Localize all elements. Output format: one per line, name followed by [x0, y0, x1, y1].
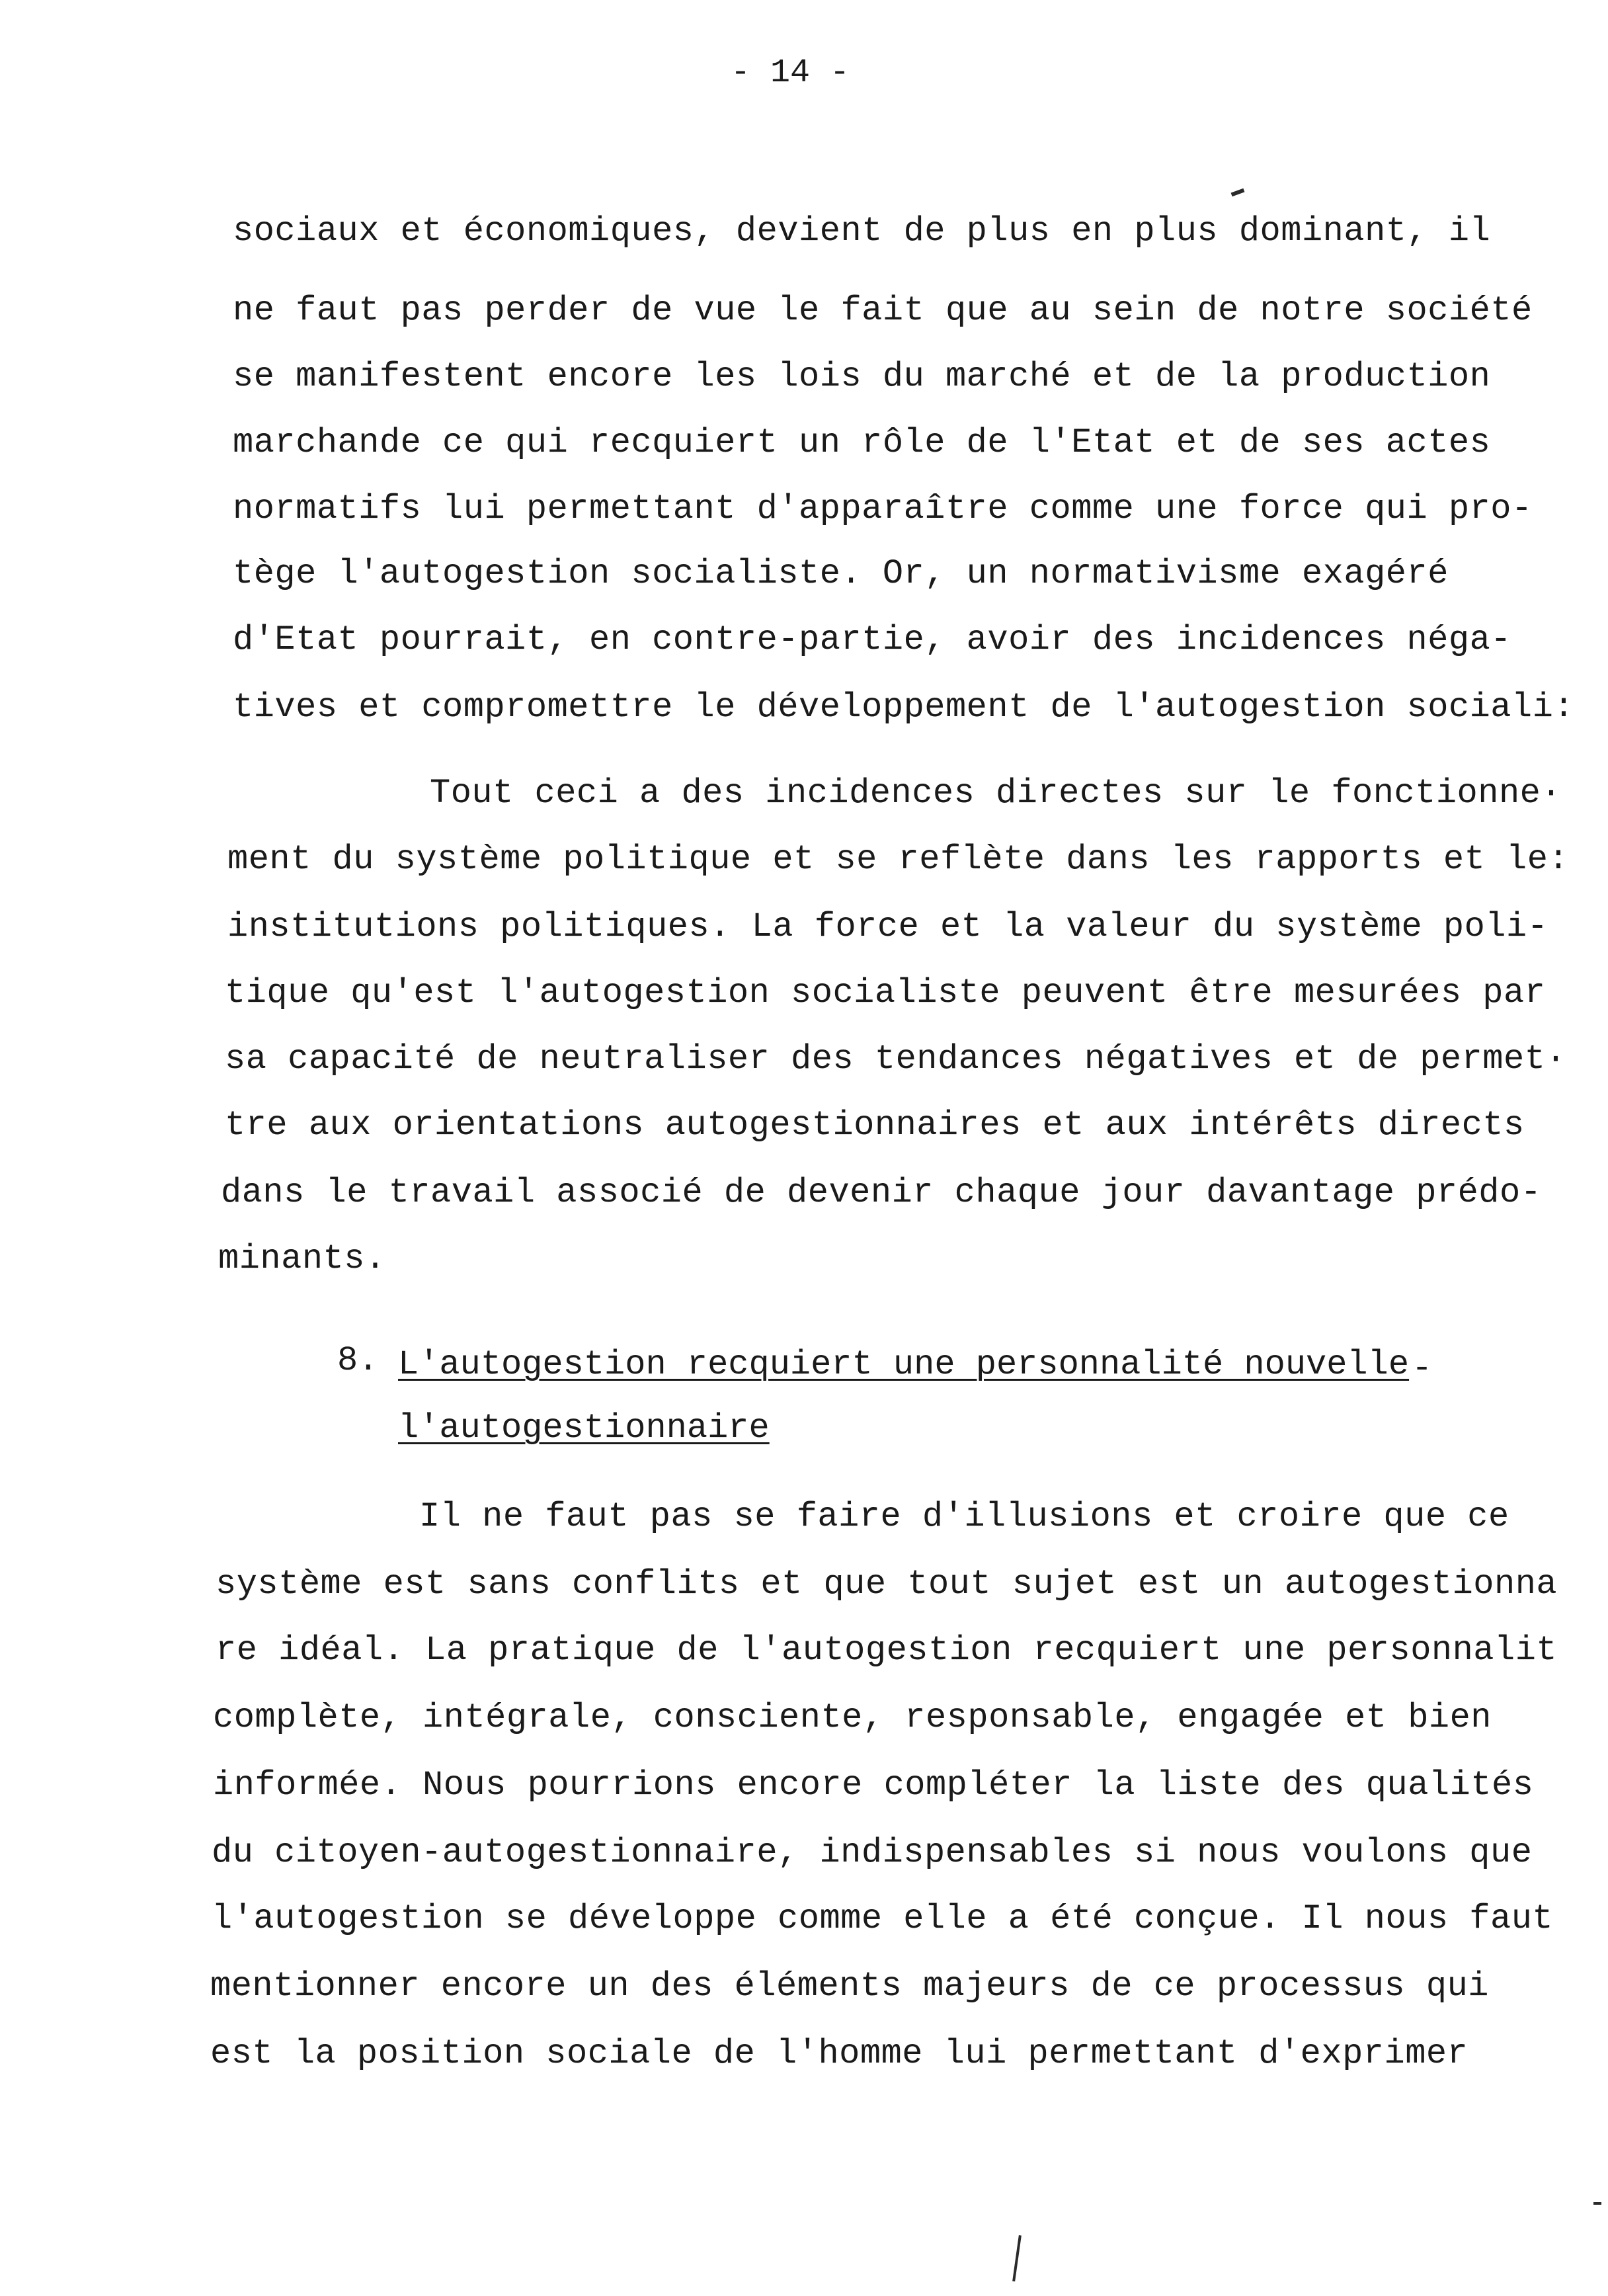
- text-line: d'Etat pourrait, en contre-partie, avoir des incidences néga-: [233, 620, 1512, 659]
- text-line: tives et compromettre le développement de l'autogestion sociali:: [233, 688, 1575, 727]
- text-line: système est sans conflits et que tout sujet est un autogestionna: [216, 1565, 1558, 1604]
- page-number: - 14 -: [731, 54, 850, 92]
- text-line: informée. Nous pourrions encore compléter la liste des qualités: [213, 1766, 1534, 1805]
- text-line: tre aux orientations autogestionnaires et aux intérêts directs: [225, 1106, 1525, 1145]
- text-line: ment du système politique et se reflète dans les rapports et le:: [227, 840, 1570, 879]
- text-line: Il ne faut pas se faire d'illusions et croire que ce: [419, 1497, 1509, 1536]
- text-line: tique qu'est l'autogestion socialiste peuvent être mesurées par: [225, 973, 1546, 1012]
- section-title-line-2: l'autogestionnaire: [398, 1409, 770, 1448]
- ink-mark: [1231, 188, 1245, 196]
- section-title-line-1: L'autogestion recquiert une personnalité nouvelle: [398, 1345, 1410, 1384]
- text-line: est la position sociale de l'homme lui permettant d'exprimer: [210, 2034, 1468, 2073]
- text-line: tège l'autogestion socialiste. Or, un normativisme exagéré: [233, 554, 1449, 593]
- text-line: sociaux et économiques, devient de plus en plus dominant, il: [233, 212, 1491, 251]
- text-line: ne faut pas perder de vue le fait que au sein de notre société: [233, 291, 1533, 330]
- section-title-dash: -: [1412, 1349, 1433, 1388]
- text-line: institutions politiques. La force et la valeur du système poli-: [227, 907, 1548, 946]
- section-number: 8.: [337, 1341, 379, 1380]
- text-line: minants.: [218, 1239, 386, 1278]
- text-line: normatifs lui permettant d'apparaître comme une force qui pro-: [233, 489, 1533, 528]
- text-line: du citoyen-autogestionnaire, indispensables si nous voulons que: [212, 1833, 1533, 1872]
- text-line: re idéal. La pratique de l'autogestion recquiert une personnalit: [216, 1631, 1558, 1670]
- text-line: complète, intégrale, consciente, responsable, engagée et bien: [213, 1698, 1492, 1737]
- text-line: l'autogestion se développe comme elle a été conçue. Il nous faut: [212, 1899, 1554, 1938]
- text-line: sa capacité de neutraliser des tendances négatives et de permet·: [225, 1040, 1567, 1079]
- edge-mark: [1593, 2202, 1601, 2205]
- ink-stroke: [1012, 2235, 1022, 2281]
- text-line: dans le travail associé de devenir chaque jour davantage prédo-: [221, 1173, 1542, 1212]
- text-line: se manifestent encore les lois du marché et de la production: [233, 357, 1491, 396]
- text-line: marchande ce qui recquiert un rôle de l'Etat et de ses actes: [233, 423, 1491, 462]
- text-line: Tout ceci a des incidences directes sur le fonctionne·: [430, 774, 1562, 813]
- text-line: mentionner encore un des éléments majeurs de ce processus qui: [210, 1967, 1490, 2006]
